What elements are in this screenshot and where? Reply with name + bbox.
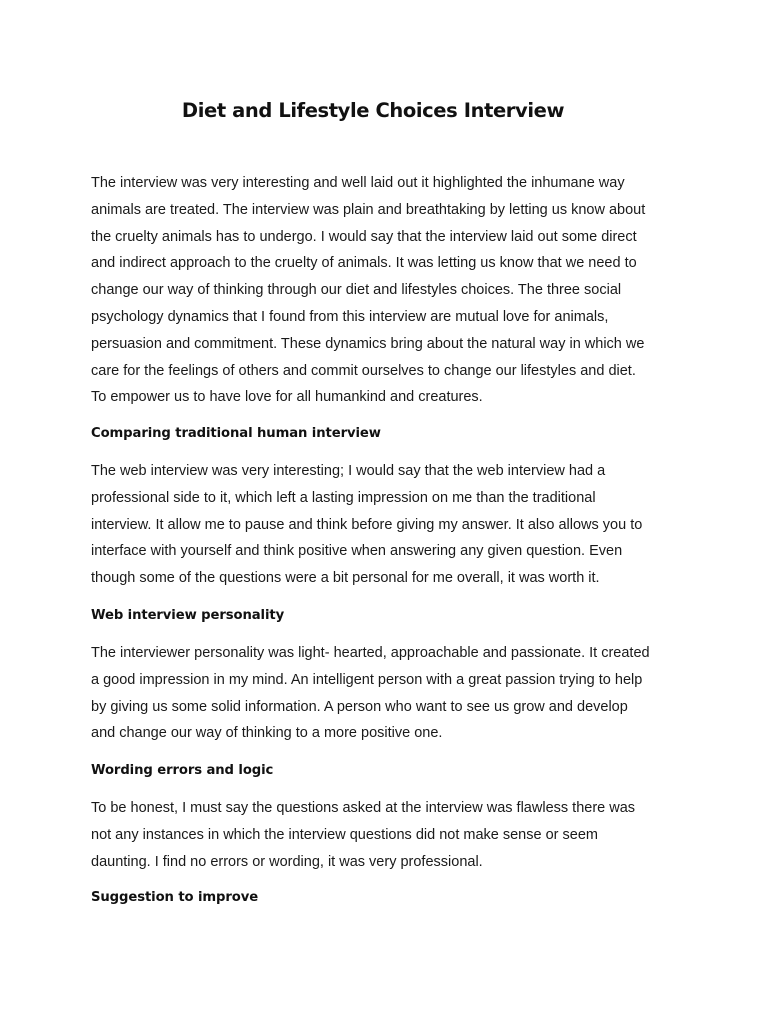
- paragraph-line: persuasion and commitment. These dynamics bring about the natural way in which we: [91, 335, 645, 352]
- paragraph-line: the cruelty animals has to undergo. I would say that the interview laid out some direct: [91, 228, 637, 245]
- section-heading-wording: Wording errors and logic: [91, 763, 274, 778]
- paragraph-line: The interview was very interesting and well laid out it highlighted the inhumane way: [91, 175, 625, 191]
- section-paragraph-personality: [91, 640, 650, 747]
- paragraph-line: interface with yourself and think positive when answering any given question. Even: [91, 543, 623, 560]
- section-heading-personality: Web interview personality: [91, 608, 285, 623]
- paragraph-line: though some of the questions were a bit personal for me overall, it was worth it.: [91, 570, 600, 587]
- paragraph-line: To be honest, I must say the questions asked at the interview was flawless there was: [91, 800, 636, 816]
- paragraph-line: interview. It allow me to pause and think before giving my answer. It also allows you to: [91, 516, 643, 533]
- paragraph-line: by giving us some solid information. A person who want to see us grow and develop: [91, 698, 628, 715]
- paragraph-line: The web interview was very interesting; I would say that the web interview had a: [91, 463, 606, 479]
- paragraph-line: and change our way of thinking to a more positive one.: [91, 725, 443, 742]
- intro-paragraph: [91, 170, 645, 411]
- paragraph-line: professional side to it, which left a lasting impression on me than the traditional: [91, 489, 596, 506]
- document-title: Diet and Lifestyle Choices Interview: [181, 99, 565, 122]
- paragraph-line: a good impression in my mind. An intelligent person with a great passion trying to help: [91, 671, 643, 688]
- section-heading-comparing: Comparing traditional human interview: [91, 426, 381, 441]
- paragraph-line: psychology dynamics that I found from this interview are mutual love for animals,: [91, 308, 609, 325]
- paragraph-line: daunting. I find no errors or wording, it was very professional.: [91, 853, 483, 870]
- paragraph-line: and indirect approach to the cruelty of animals. It was letting us know that we need to: [91, 255, 637, 272]
- section-paragraph-wording: [91, 795, 635, 875]
- paragraph-line: To empower us to have love for all humankind and creatures.: [91, 389, 483, 406]
- section-paragraph-comparing: [91, 458, 642, 592]
- paragraph-line: care for the feelings of others and commit ourselves to change our lifestyles and diet.: [91, 362, 636, 379]
- paragraph-line: animals are treated. The interview was plain and breathtaking by letting us know about: [91, 201, 646, 218]
- paragraph-line: change our way of thinking through our diet and lifestyles choices. The three social: [91, 282, 622, 299]
- paragraph-line: not any instances in which the interview questions did not make sense or seem: [91, 826, 598, 843]
- paragraph-line: The interviewer personality was light- hearted, approachable and passionate. It created: [91, 645, 650, 661]
- section-heading-suggestion: Suggestion to improve: [91, 890, 259, 905]
